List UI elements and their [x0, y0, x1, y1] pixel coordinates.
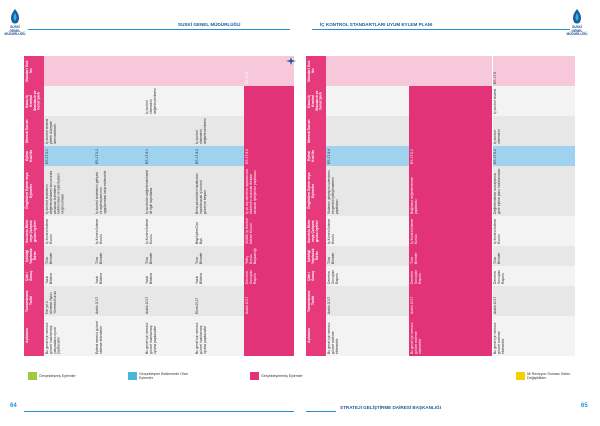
row-cell-isbirligi [493, 246, 576, 267]
plan-row [493, 56, 576, 356]
row-cell-action [94, 166, 144, 217]
row-text-action: İç kontrol sisteminin gelişimi ve eylem planının uygulanması takip edilecektir [94, 170, 107, 214]
footer-department: STRATEJİ GELİŞTİRME DAİRESİ BAŞKANLIĞI [340, 405, 441, 410]
row-cell-code [44, 56, 94, 87]
logo-text [2, 26, 28, 37]
row-cell-code [409, 56, 492, 87]
row-cell-sorumlu [44, 216, 94, 247]
row-text-tarih: Aralık 2017 [493, 296, 498, 314]
header-divider-left [28, 29, 290, 30]
row-text-tarih: Aralık 2017 [326, 296, 331, 314]
header-label: Eylem Kod No [307, 149, 315, 163]
row-text-code [411, 58, 491, 84]
row-cell-standard [493, 86, 576, 117]
row-cell-cikti [326, 266, 409, 287]
header-cell [24, 86, 44, 117]
row-cell-cikti [94, 266, 144, 287]
header-label: Sorumlu Birim veya Çalışma grubu üyeleri [307, 219, 319, 243]
row-cell-action [44, 166, 94, 217]
row-text-action: Bağımsız değerlendirme yapılması [409, 177, 418, 214]
legend-label-revision: İlk Revizyon Sonrası Gelen Değişiklikler [527, 372, 571, 381]
plan-row [144, 56, 194, 356]
row-cell-sorumlu [493, 216, 576, 247]
legend-swatch-yellow [516, 372, 525, 380]
row-cell-standard [44, 86, 94, 117]
header-cell [306, 86, 326, 117]
row-cell-standard [94, 86, 144, 117]
header-label: İşbirliği Yapılacak Birim [307, 248, 319, 264]
header-cell [24, 316, 44, 357]
row-cell-isbirligi [244, 246, 294, 267]
row-cell-cikti [44, 266, 94, 287]
row-text-isbirligi: Tüm Birimler [94, 252, 103, 264]
row-cell-status [94, 116, 144, 147]
row-cell-status [194, 116, 244, 147]
row-text-status [328, 118, 408, 144]
legend-swatch-pink [250, 372, 259, 380]
row-text-status [96, 118, 143, 144]
row-cell-cikti [244, 266, 294, 287]
row-text-sorumlu: İç Kontrol İzleme Kurulu [44, 218, 53, 244]
row-text-code [146, 58, 193, 84]
header-cell [306, 146, 326, 167]
header-column [24, 56, 44, 356]
header-org: SUSKİ GENEL MÜDÜRLÜĞÜ [178, 22, 241, 27]
row-text-sorumlu: SGDB, İç Kontrol İzleme Kurulu [244, 218, 253, 244]
row-cell-sorumlu [326, 216, 409, 247]
row-text-action: İç kontrol sisteminin değerlendirilmesi sonucunda alınacak önlemlerin belirlenmesi ve eylem planı oluşturulması [44, 170, 65, 214]
header-label: Mevcut Durum [307, 119, 311, 143]
row-text-aciklama: Bu genel için mevcut güncel hazırlanmış çalışmalara uyum yapılacaktır [44, 322, 61, 354]
row-text-aciklama [246, 318, 293, 354]
row-text-aciklama: Bu genel için mevcut güncel sisteme eklemektir [493, 322, 505, 354]
sparkle-icon [286, 57, 296, 65]
legend-swatch-teal [128, 372, 137, 380]
header-cell [306, 56, 326, 87]
row-text-cikti: Denetim Sonuçları Raporu [244, 269, 257, 284]
row-cell-standard [244, 86, 294, 117]
row-text-eylem: ES 17.3.1 [44, 149, 49, 164]
row-cell-status [144, 116, 194, 147]
row-text-cikti: Denetim Sonuçları Raporu [326, 269, 339, 284]
row-cell-tarih [409, 286, 492, 317]
header-divider-right [312, 29, 570, 30]
row-text-standard [246, 88, 293, 114]
row-cell-sorumlu [409, 216, 492, 247]
header-cell [306, 286, 326, 317]
row-text-cikti: Yazılı Bildirim [144, 272, 153, 284]
header-title: İÇ KONTROL STANDARTLARI UYUM EYLEM PLANI [320, 22, 433, 27]
row-text-tarih: Aralık 2017 [409, 296, 414, 314]
row-text-eylem: ES 17.4.4 [326, 149, 331, 164]
row-text-status [246, 118, 293, 144]
row-cell-aciklama [194, 316, 244, 357]
legend-label-pending: Gerçekleşme Beklemede Olan Eylemler [139, 372, 188, 381]
header-cell [24, 246, 44, 267]
row-cell-cikti [409, 266, 492, 287]
page-number-right: 65 [581, 403, 588, 409]
row-cell-aciklama [493, 316, 576, 357]
row-text-standard [328, 88, 408, 114]
header-cell [24, 216, 44, 247]
row-cell-status [326, 116, 409, 147]
row-cell-action [493, 166, 576, 217]
row-text-code: ES 17.5 [493, 71, 498, 84]
header-label: Sorumlu Birim veya Çalışma grubu üyeleri [25, 219, 37, 243]
row-text-eylem: ES 17.4.3 [244, 149, 249, 164]
plan-row [194, 56, 244, 356]
row-text-cikti: Yazılı Bildirim [44, 272, 53, 284]
row-text-code [46, 58, 93, 84]
row-cell-eylem [44, 146, 94, 167]
row-text-sorumlu: Bilgi İşlem Dai. Bşk. [194, 221, 203, 244]
row-text-aciklama: Eylemi mevcut güncel sisteme eklemektir [94, 321, 103, 354]
row-cell-isbirligi [94, 246, 144, 267]
row-text-action: Değerlendirme sonuçlarına göre eylem planı hazırlanması [493, 168, 502, 214]
row-text-tarih: Ekim 2017 [194, 297, 199, 314]
row-cell-tarih [326, 286, 409, 317]
row-text-cikti: Yazılı Bildirim [194, 272, 203, 284]
header-label: Kamu İç Kontrol Standardı ve Genel Şartı [307, 90, 323, 112]
legend-label-incomplete: Gerçekleşmemiş Eylemler [261, 374, 303, 378]
row-cell-cikti [144, 266, 194, 287]
row-text-isbirligi: Tüm Birimler [44, 252, 53, 264]
row-text-action: Birim yöneticileri tarafından hazırlanacak iç kontrol güvence beyanı [194, 173, 207, 214]
row-cell-eylem [493, 146, 576, 167]
row-text-isbirligi: Tüm Birimler [493, 252, 502, 264]
header-label: Açıklama [25, 328, 29, 344]
row-text-status [146, 118, 193, 144]
row-text-standard [96, 88, 143, 114]
row-text-code [196, 58, 243, 84]
row-text-sorumlu: İç Kontrol İzleme Kurulu [144, 218, 153, 244]
row-text-eylem: ES 17.3.2 [94, 149, 99, 164]
row-cell-aciklama [326, 316, 409, 357]
logo-name: SUSKİ [10, 25, 20, 29]
row-cell-standard [326, 86, 409, 117]
row-cell-aciklama [94, 316, 144, 357]
row-text-code: ES 17.4 [244, 71, 249, 84]
row-cell-eylem [194, 146, 244, 167]
row-cell-eylem [409, 146, 492, 167]
header-cell [24, 116, 44, 147]
footer-divider-right [306, 411, 336, 412]
row-text-sorumlu: İç Kontrol İzleme Kurulu [326, 218, 335, 244]
suski-logo-icon [8, 8, 22, 26]
row-text-sorumlu: İç Kontrol İzleme Kurulu [409, 218, 418, 244]
header-label: Çıktı / Sonuç [25, 270, 33, 282]
row-cell-tarih [244, 286, 294, 317]
row-text-standard [196, 88, 243, 114]
row-cell-sorumlu [244, 216, 294, 247]
header-cell [24, 166, 44, 217]
header-cell [306, 116, 326, 147]
row-cell-standard [144, 86, 194, 117]
row-text-aciklama: Bu genel için mevcut güncel hazırlanmış uyuma yapılacaktır [194, 322, 207, 354]
row-text-cikti: Denetim Sonuçları Raporu [493, 269, 505, 284]
header-cell [306, 216, 326, 247]
row-cell-eylem [326, 146, 409, 167]
row-cell-status [493, 116, 576, 147]
logo-subtitle: GENEL MÜDÜRLÜĞÜ [4, 28, 26, 37]
row-text-standard [411, 88, 491, 114]
left-plan-table [24, 56, 294, 356]
legend-swatch-lime [28, 372, 37, 380]
row-cell-status [44, 116, 94, 147]
header-label: Öngörülen Eylem veya Eylemler [25, 172, 33, 210]
row-cell-aciklama [144, 316, 194, 357]
row-text-aciklama: Bu genel için mevcut güncel sisteme eklemektir [326, 322, 339, 354]
row-text-aciklama: Bu genel için mevcut güncel sisteme eklemektir [409, 322, 422, 354]
row-text-tarih: Aralık 2017 [144, 296, 149, 314]
header-label: Standart Kod No [307, 60, 315, 82]
row-text-action: İç ve dış denetim raporlarında belirlenen hususlar dikkate alınarak iyileştirme yapılması [244, 169, 257, 214]
row-text-isbirligi: Tüm Birimler [194, 252, 203, 264]
row-cell-cikti [493, 266, 576, 287]
row-cell-code [144, 56, 194, 87]
row-cell-standard [194, 86, 244, 117]
row-text-isbirligi: Tüm Birimler [326, 252, 335, 264]
legend-label-completed: Gerçekleşmiş Eylemler [39, 374, 76, 378]
header-cell [306, 246, 326, 267]
row-cell-sorumlu [94, 216, 144, 247]
row-text-status: İç kontrol sisteminin [493, 128, 502, 144]
row-text-isbirligi: Teftiş Kurulu Başkanlığı [244, 248, 257, 264]
logo-text [564, 26, 590, 37]
header-label: Standart Kod No [25, 60, 33, 82]
row-cell-aciklama [244, 316, 294, 357]
row-text-tarih: Aralık 2017 [94, 296, 99, 314]
row-cell-action [244, 166, 294, 217]
header-cell [306, 316, 326, 357]
header-label: Mevcut Durum [25, 119, 29, 143]
row-text-cikti: Yazılı Bildirim [94, 272, 103, 284]
row-cell-eylem [144, 146, 194, 167]
row-cell-action [144, 166, 194, 217]
right-plan-table [306, 56, 576, 356]
row-text-isbirligi: Tüm Birimler [409, 252, 418, 264]
row-text-eylem: ES 17.5.2 [493, 149, 498, 164]
plan-row [94, 56, 144, 356]
row-cell-tarih [144, 286, 194, 317]
header-label: Eylem Kod No [25, 149, 33, 163]
logo-name: SUSKİ [572, 25, 582, 29]
header-cell [24, 266, 44, 287]
page-number-left: 64 [10, 403, 17, 409]
row-cell-eylem [244, 146, 294, 167]
row-cell-isbirligi [194, 246, 244, 267]
row-cell-status [244, 116, 294, 147]
row-cell-action [409, 166, 492, 217]
row-text-sorumlu: İç Kontrol İzleme Kurulu [94, 218, 103, 244]
row-text-tarih: Her yıl 2. döneme ilişkin Yönetim Kurulu [44, 290, 57, 314]
row-cell-eylem [94, 146, 144, 167]
row-cell-sorumlu [194, 216, 244, 247]
row-cell-action [326, 166, 409, 217]
row-text-eylem: ES 17.5.1 [409, 149, 414, 164]
header-cell [24, 146, 44, 167]
row-cell-sorumlu [144, 216, 194, 247]
header-label: Kamu İç Kontrol Standardı ve Genel Şartı [25, 90, 41, 112]
row-text-action: Sistemin işleyişinin izlenmesi ve gerekli iyileştirmelerin yapılması [326, 170, 339, 214]
plan-row [244, 56, 294, 356]
row-cell-code [493, 56, 576, 87]
plan-row [409, 56, 492, 356]
header-cell [24, 56, 44, 87]
row-cell-isbirligi [326, 246, 409, 267]
header-label: Öngörülen Eylem veya Eylemler [307, 172, 315, 210]
row-cell-cikti [194, 266, 244, 287]
row-cell-code [194, 56, 244, 87]
row-text-cikti: Denetim Sonuçları Raporu [409, 269, 422, 284]
row-text-standard: İç kontrol sistemi [493, 88, 498, 114]
row-cell-code [94, 56, 144, 87]
row-cell-isbirligi [144, 246, 194, 267]
row-cell-tarih [94, 286, 144, 317]
header-label: Tamamlanma Tarihi [307, 290, 315, 312]
plan-row [44, 56, 94, 356]
header-label: İşbirliği Yapılacak Birim [25, 248, 37, 264]
row-cell-isbirligi [409, 246, 492, 267]
row-text-isbirligi: Tüm Birimler [144, 252, 153, 264]
header-cell [306, 266, 326, 287]
header-label: Çıktı / Sonuç [307, 270, 315, 282]
header-cell [306, 166, 326, 217]
row-text-eylem: ES 17.4.2 [194, 149, 199, 164]
row-text-standard [46, 88, 93, 114]
footer-divider-left [24, 411, 294, 412]
row-text-status: İç kontrol sistemi yeterli düzeyde izlenmektedir. [44, 118, 57, 144]
row-cell-standard [409, 86, 492, 117]
header-column [306, 56, 326, 356]
row-cell-tarih [44, 286, 94, 317]
row-cell-aciklama [409, 316, 492, 357]
row-text-code [96, 58, 143, 84]
row-cell-code [326, 56, 409, 87]
row-text-tarih: Aralık 2017 [244, 296, 249, 314]
header-label: Tamamlanma Tarihi [25, 290, 33, 312]
row-cell-status [409, 116, 492, 147]
row-cell-isbirligi [44, 246, 94, 267]
row-cell-aciklama [44, 316, 94, 357]
row-text-sorumlu: İç Kontrol İzleme Kurulu [493, 218, 502, 244]
logo-subtitle: GENEL MÜDÜRLÜĞÜ [566, 28, 588, 37]
header-cell [24, 286, 44, 317]
row-text-action: İç kontrolün değerlendirilmesi ile ilgili raporlama [144, 169, 153, 214]
row-cell-tarih [194, 286, 244, 317]
row-cell-tarih [493, 286, 576, 317]
row-text-status: İç kontrol sisteminin değerlendirilmesi [194, 118, 207, 144]
row-text-status [411, 118, 491, 144]
header-label: Açıklama [307, 328, 311, 344]
row-text-standard: İç kontrol sisteminin değerlendirilmesi [144, 88, 157, 114]
row-text-eylem: ES 17.4.1 [144, 149, 149, 164]
plan-row [326, 56, 409, 356]
suski-logo-icon [570, 8, 584, 26]
row-text-code [328, 58, 408, 84]
row-text-aciklama: Bu genel için mevcut güncel hazırlanmış uyuma yapılacaktır [144, 322, 157, 354]
row-cell-action [194, 166, 244, 217]
